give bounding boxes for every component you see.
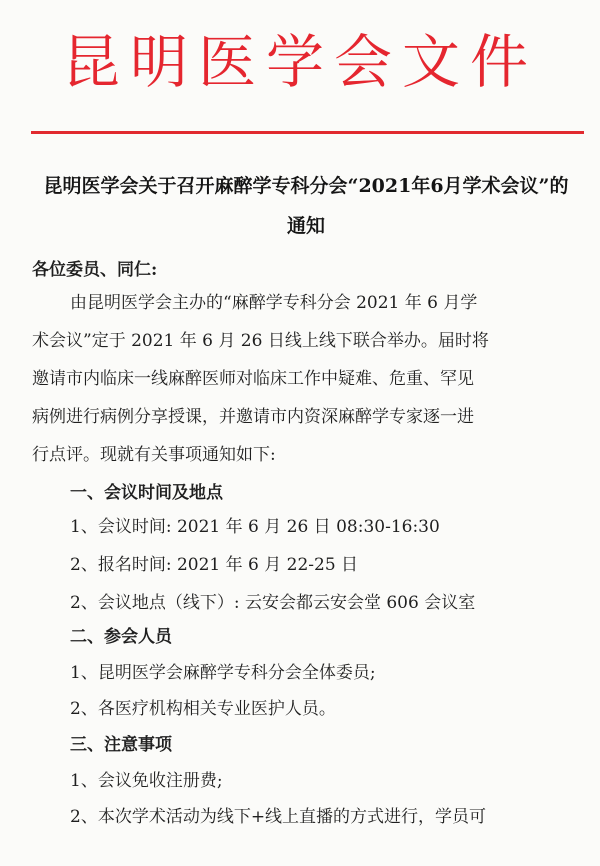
masthead-red-rule [31, 131, 584, 134]
section-item: 2、各医疗机构相关专业医护人员。 [70, 699, 336, 719]
masthead-title: 昆明医学会文件 [61, 28, 538, 96]
intro-line: 邀请市内临床一线麻醉医师对临床工作中疑难、危重、罕见 [32, 369, 474, 389]
intro-line: 病例进行病例分享授课，并邀请市内资深麻醉学专家逐一进 [32, 407, 474, 427]
intro-line: 术会议”定于 2021 年 6 月 26 日线上线下联合举办。届时将 [32, 331, 489, 351]
section-item: 2、本次学术活动为线下+线上直播的方式进行，学员可 [70, 807, 487, 827]
section-item: 2、报名时间: 2021 年 6 月 22-25 日 [70, 555, 359, 575]
section-item: 1、会议免收注册费; [70, 771, 223, 791]
section-item: 1、昆明医学会麻醉学专科分会全体委员; [70, 663, 376, 683]
intro-line: 行点评。现就有关事项通知如下: [32, 445, 276, 465]
salutation: 各位委员、同仁: [32, 260, 158, 280]
intro-line: 由昆明医学会主办的“麻醉学专科分会 2021 年 6 月学 [70, 293, 478, 313]
section-heading: 一、会议时间及地点 [70, 483, 223, 503]
notice-title: 昆明医学会关于召开麻醉学专科分会“2021年6月学术会议”的通知 [43, 175, 569, 237]
section-item: 2、会议地点（线下）: 云安会都云安会堂 606 会议室 [70, 593, 476, 613]
section-item: 1、会议时间: 2021 年 6 月 26 日 08:30-16:30 [70, 517, 440, 537]
section-heading: 三、注意事项 [70, 735, 172, 755]
section-heading: 二、参会人员 [70, 627, 172, 647]
